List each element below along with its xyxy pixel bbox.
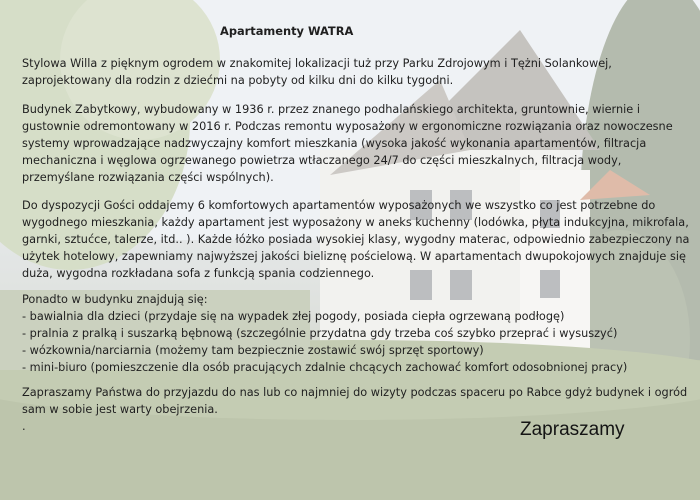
invitation-paragraph: Zapraszamy Państwa do przyjazdu do nas lub co najmniej do wizyty podczas spaceru po Rabce gdyż budynek i ogród sam w sobie jest warty obejrzenia. — [22, 386, 688, 416]
amenities-section — [22, 291, 690, 376]
amenities-list — [22, 308, 690, 376]
intro-paragraph: Stylowa Willa z pięknym ogrodem w znakomitej lokalizacji tuż przy Parku Zdrojowym i Tężni Solankowej, zaprojektowany dla rodzin z dziećmi na pobyty od kilku dni do kilku tygodni. — [22, 57, 612, 87]
signoff-text: Zapraszamy — [520, 419, 625, 440]
page-title: Apartamenty WATRA — [220, 24, 354, 38]
amenity-item-mini-office: - mini-biuro (pomieszczenie dla osób pracujących zdalnie chcących zachować komfort odosobnionej pracy) — [22, 361, 628, 374]
amenity-item-laundry: - pralnia z pralką i suszarką bębnową (szczególnie przydatna gdy trzeba coś szybko przeprać i wysuszyć) — [22, 327, 618, 340]
amenity-item-playroom: - bawialnia dla dzieci (przydaje się na wypadek złej pogody, posiada ciepła ogrzewaną podłogę) — [22, 310, 565, 323]
amenities-heading: Ponadto w budynku znajdują się: — [22, 293, 208, 306]
apartments-paragraph: Do dyspozycji Gości oddajemy 6 komfortowych apartamentów wyposażonych we wszystko co jest potrzebne do wygodnego mieszkania, każdy apartament jest wyposażony w aneks kuchenny (lodówka, płyta indukcyjna, mikrofala, garnki, sztućce, talerze, itd.. ). Każde łóżko posiada wysokiej klasy, wygodny materac, odpowiednio zabezpieczony na użytek hotelowy, zapewniamy najwyższej jakości bieliznę pościelową. W apartamentach dwupokojowych znajduje się duża, wygodna rozkładana sofa z funkcją spania codziennego. — [22, 199, 690, 280]
building-paragraph: Budynek Zabytkowy, wybudowany w 1936 r. przez znanego podhalańskiego architekta, gruntownie, wiernie i gustownie odremontowany w 2016 r. Podczas remontu wyposażony w ergonomiczne rozwiązania oraz nowoczesne systemy wprowadzające nadzwyczajny komfort mieszkania (wysoka jakość wykonania apartamentów, filtracja mechaniczna i węglowa ogrzewanego powietrza wtłaczanego 24/7 do części mieszkalnych, filtracja wody, przemyślane rozwiązania części wspólnych). — [22, 103, 673, 184]
amenity-item-ski-room: - wózkownia/narciarnia (możemy tam bezpiecznie zostawić swój sprzęt sportowy) — [22, 344, 484, 357]
stray-dot: . — [22, 420, 26, 433]
